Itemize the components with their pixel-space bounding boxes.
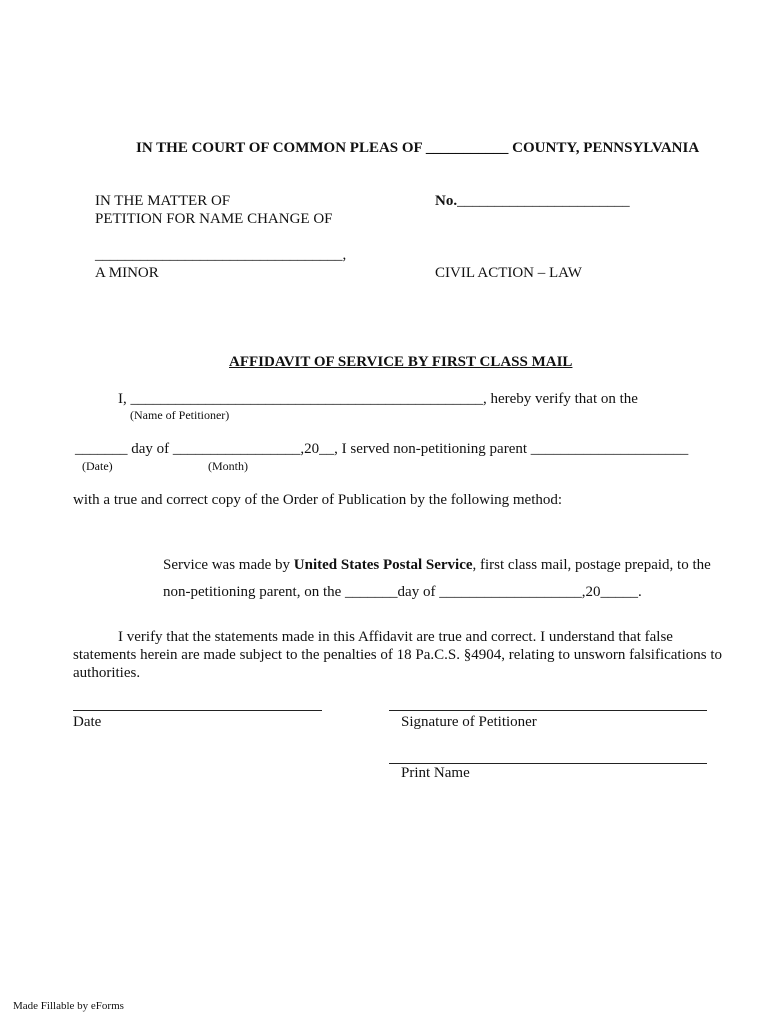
verification-paragraph: I verify that the statements made in this Affidavit are true and correct. I understand that false statements herein are made subject to the penalties of 18 Pa.C.S. §4904, relating to unsworn falsifications to authorities. [73, 629, 723, 681]
service-method-line [163, 557, 711, 574]
service-suffix: , first class mail, postage prepaid, to the [472, 557, 711, 573]
print-name-label: Print Name [401, 765, 470, 781]
case-number-label: No. [435, 193, 458, 209]
minor-label: A MINOR [95, 265, 159, 281]
affidavit-title: AFFIDAVIT OF SERVICE BY FIRST CLASS MAIL [229, 354, 573, 370]
order-of-publication-line: with a true and correct copy of the Order of Publication by the following method: [73, 492, 563, 508]
minor-name-blank[interactable]: _________________________________, [95, 247, 347, 263]
service-date-line[interactable]: _______ day of _________________,20__, I served non-petitioning parent _____________________ [75, 441, 689, 457]
matter-line-1: IN THE MATTER OF [95, 193, 231, 209]
case-number [435, 193, 630, 210]
date-caption: (Date) [82, 459, 113, 473]
signature-label: Signature of Petitioner [401, 714, 537, 730]
month-caption: (Month) [208, 459, 248, 473]
petitioner-signature-line[interactable] [389, 710, 707, 711]
service-prefix: Service was made by [163, 557, 294, 573]
made-fillable-footer: Made Fillable by eForms [13, 1000, 124, 1012]
court-title: IN THE COURT OF COMMON PLEAS OF ___________ COUNTY, PENNSYLVANIA [136, 140, 700, 156]
case-number-blank[interactable]: _______________________ [457, 193, 630, 209]
date-signature-line[interactable] [73, 710, 322, 711]
date-label: Date [73, 714, 102, 730]
civil-action-label: CIVIL ACTION – LAW [435, 265, 582, 281]
service-date-blanks[interactable]: non-petitioning parent, on the _______day of ___________________,20_____. [163, 584, 642, 600]
petitioner-verify-line[interactable]: I, _______________________________________________, hereby verify that on the [118, 391, 638, 407]
print-name-line[interactable] [389, 763, 707, 764]
service-method-bold: United States Postal Service [293, 557, 473, 573]
matter-line-2: PETITION FOR NAME CHANGE OF [95, 211, 333, 227]
petitioner-name-caption: (Name of Petitioner) [130, 408, 230, 422]
